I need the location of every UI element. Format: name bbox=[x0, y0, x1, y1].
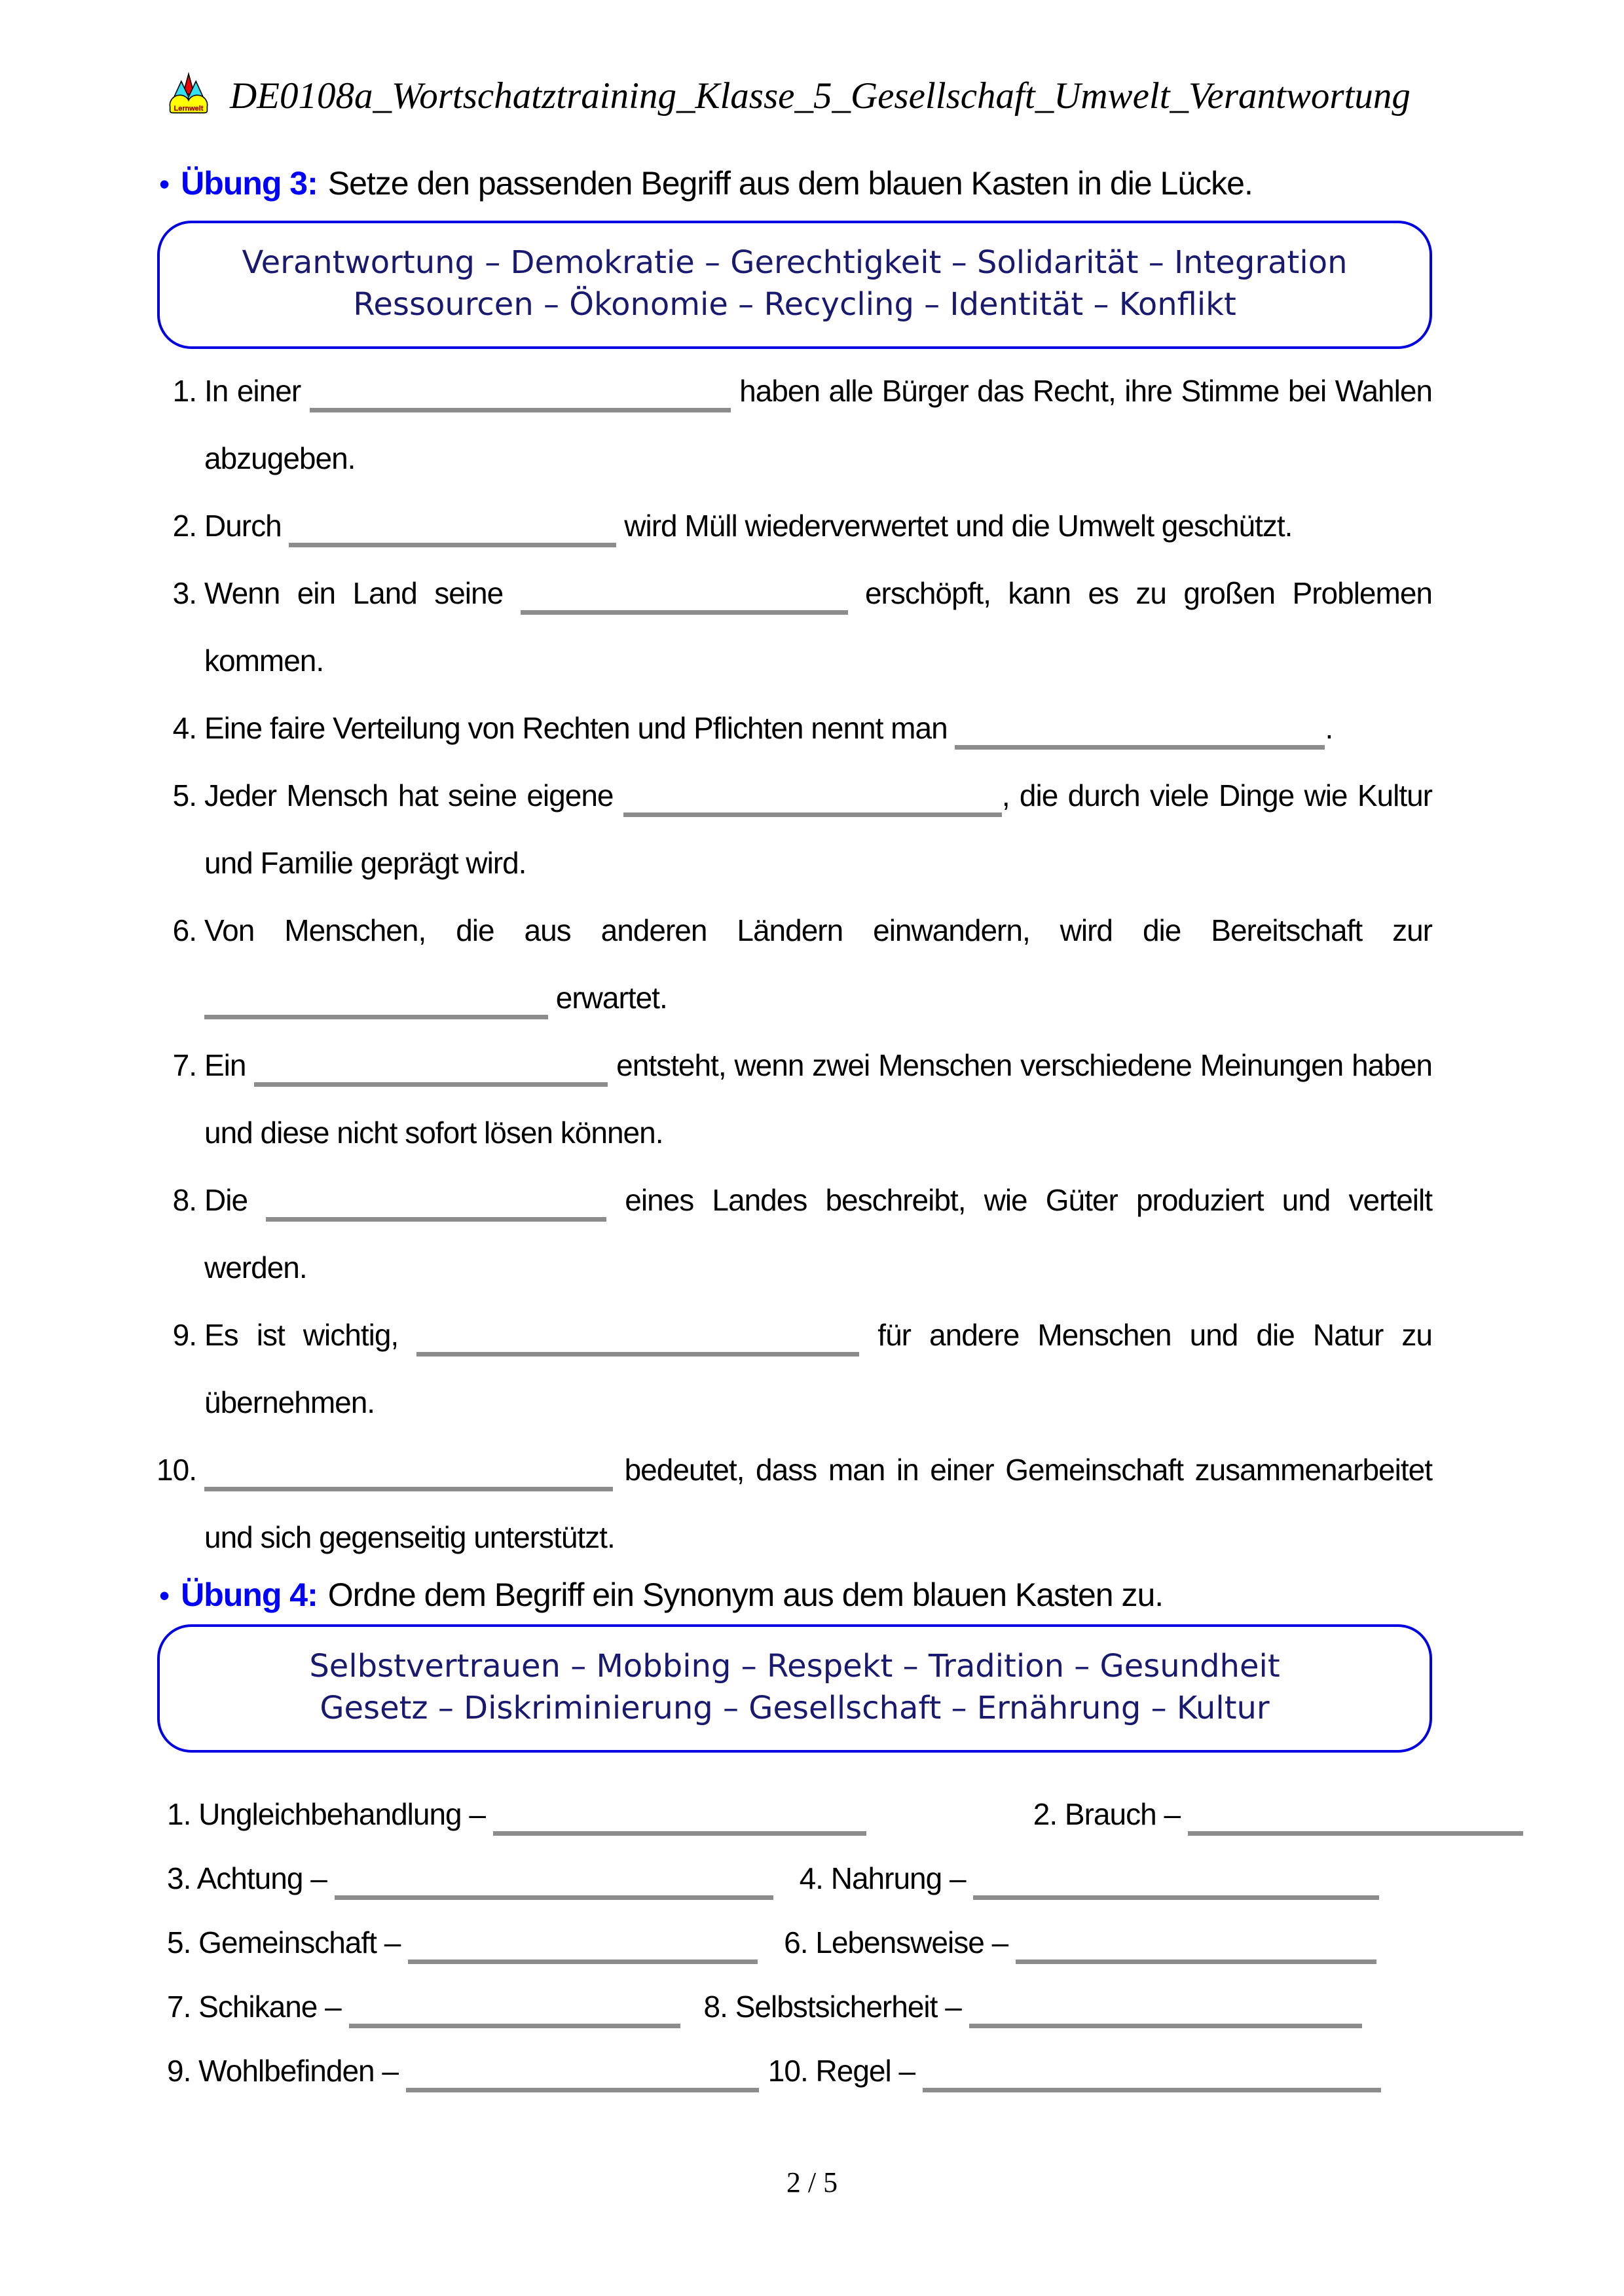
word-box-line: Gesetz – Diskriminierung – Gesellschaft – Ernährung – Kultur bbox=[320, 1690, 1270, 1726]
answer-blank[interactable] bbox=[955, 737, 1325, 750]
match-item bbox=[768, 2039, 1381, 2103]
fill-in-item: 9. Es ist wichtig, für andere Menschen und die Natur zu übernehmen. bbox=[167, 1302, 1432, 1436]
match-term: Gemeinschaft – bbox=[198, 1925, 401, 1959]
item-number: 4. bbox=[799, 1861, 823, 1895]
word-box-line: Ressourcen – Ökonomie – Recycling – Identität – Konflikt bbox=[353, 286, 1236, 323]
match-term: Lebensweise – bbox=[815, 1925, 1008, 1959]
fill-in-item: 10. bedeutet, dass man in einer Gemeinschaft zusammenarbeitet und sich gegenseitig unterstützt. bbox=[167, 1436, 1432, 1571]
match-row bbox=[167, 1975, 1470, 2039]
lernwelt-logo-icon bbox=[167, 71, 210, 121]
fill-in-item: 1. In einer haben alle Bürger das Recht, ihre Stimme bei Wahlen abzugeben. bbox=[167, 357, 1432, 492]
exercise4-label: Übung 4: bbox=[181, 1576, 318, 1613]
item-number: 1. bbox=[167, 1797, 191, 1831]
fill-in-item: 5. Jeder Mensch hat seine eigene , die durch viele Dinge wie Kultur und Familie geprägt wird. bbox=[167, 762, 1432, 897]
match-item bbox=[167, 1782, 866, 1846]
exercise3-instruction: Setze den passenden Begriff aus dem blauen Kasten in die Lücke. bbox=[327, 165, 1253, 202]
exercise4-match-list bbox=[167, 1782, 1470, 2103]
exercise3-item-list bbox=[157, 357, 1433, 1571]
item-number: 5. bbox=[172, 778, 196, 812]
item-number: 7. bbox=[167, 1990, 191, 2024]
item-number: 6. bbox=[784, 1925, 808, 1959]
match-item bbox=[704, 1975, 1362, 2039]
fill-in-item: 7. Ein entsteht, wenn zwei Menschen verschiedene Meinungen haben und diese nicht sofort lösen können. bbox=[167, 1032, 1432, 1167]
match-item bbox=[167, 1910, 758, 1975]
item-number: 10. bbox=[767, 2054, 808, 2088]
item-number: 9. bbox=[172, 1318, 196, 1352]
item-number: 8. bbox=[703, 1990, 728, 2024]
answer-blank[interactable] bbox=[266, 1209, 606, 1222]
match-row bbox=[167, 1782, 1470, 1846]
item-number: 2. bbox=[172, 509, 196, 543]
exercise3-label: Übung 3: bbox=[181, 165, 318, 202]
match-item bbox=[1033, 1782, 1523, 1846]
answer-blank[interactable] bbox=[204, 1479, 613, 1491]
answer-blank[interactable] bbox=[969, 2016, 1362, 2028]
logo-wordmark: Lernwelt bbox=[174, 105, 204, 113]
item-number: 9. bbox=[167, 2054, 191, 2088]
match-item bbox=[167, 1846, 773, 1910]
exercise4-word-box bbox=[157, 1624, 1432, 1753]
fill-in-item: 8. Die eines Landes beschreibt, wie Güter produziert und verteilt werden. bbox=[167, 1167, 1432, 1302]
exercise4-instruction: Ordne dem Begriff ein Synonym aus dem blauen Kasten zu. bbox=[327, 1576, 1164, 1613]
answer-blank[interactable] bbox=[335, 1887, 773, 1900]
fill-in-item: 6. Von Menschen, die aus anderen Ländern einwandern, wird die Bereitschaft zur erwartet. bbox=[167, 897, 1432, 1032]
item-number: 3. bbox=[167, 1861, 191, 1895]
fill-in-item: 2. Durch wird Müll wiederverwertet und die Umwelt geschützt. bbox=[167, 492, 1432, 560]
answer-blank[interactable] bbox=[973, 1887, 1379, 1900]
exercise3-word-box bbox=[157, 221, 1432, 349]
answer-blank[interactable] bbox=[1188, 1823, 1523, 1836]
answer-blank[interactable] bbox=[408, 1952, 758, 1964]
item-number: 6. bbox=[172, 913, 196, 947]
answer-blank[interactable] bbox=[204, 1007, 548, 1019]
answer-blank[interactable] bbox=[289, 535, 616, 547]
answer-blank[interactable] bbox=[416, 1344, 859, 1357]
item-number: 3. bbox=[172, 576, 196, 610]
answer-blank[interactable] bbox=[349, 2016, 680, 2028]
document-title: DE0108a_Wortschatztraining_Klasse_5_Gesellschaft_Umwelt_Verantwortung bbox=[230, 75, 1411, 117]
match-row bbox=[167, 2039, 1470, 2103]
item-number: 10. bbox=[157, 1453, 196, 1487]
page-number: 2 / 5 bbox=[786, 2166, 838, 2198]
match-row bbox=[167, 1846, 1470, 1910]
item-number: 8. bbox=[172, 1183, 196, 1217]
fill-in-item: 3. Wenn ein Land seine erschöpft, kann es zu großen Problemen kommen. bbox=[167, 560, 1432, 695]
answer-blank[interactable] bbox=[310, 400, 731, 412]
exercise3-heading bbox=[159, 164, 1253, 204]
answer-blank[interactable] bbox=[254, 1074, 608, 1087]
match-term: Brauch – bbox=[1064, 1797, 1181, 1831]
item-number: 1. bbox=[172, 374, 196, 408]
answer-blank[interactable] bbox=[923, 2080, 1381, 2092]
item-number: 7. bbox=[172, 1048, 196, 1082]
answer-blank[interactable] bbox=[623, 805, 1002, 817]
match-item bbox=[800, 1846, 1380, 1910]
bullet-icon: • bbox=[159, 1578, 170, 1613]
match-term: Ungleichbehandlung – bbox=[198, 1797, 485, 1831]
page-header bbox=[167, 71, 1411, 121]
match-item bbox=[167, 2039, 759, 2103]
word-box-line: Selbstvertrauen – Mobbing – Respekt – Tradition – Gesundheit bbox=[309, 1648, 1280, 1685]
item-number: 4. bbox=[172, 711, 196, 745]
match-item bbox=[167, 1975, 680, 2039]
match-term: Achtung – bbox=[196, 1861, 327, 1895]
fill-in-item: 4. Eine faire Verteilung von Rechten und Pflichten nennt man . bbox=[167, 695, 1432, 762]
match-term: Wohlbefinden – bbox=[198, 2054, 398, 2088]
answer-blank[interactable] bbox=[406, 2080, 759, 2092]
match-term: Schikane – bbox=[198, 1990, 341, 2024]
match-term: Regel – bbox=[815, 2054, 915, 2088]
bullet-icon: • bbox=[159, 167, 170, 201]
match-item bbox=[784, 1910, 1376, 1975]
match-term: Nahrung – bbox=[830, 1861, 966, 1895]
item-number: 5. bbox=[167, 1925, 191, 1959]
word-box-line: Verantwortung – Demokratie – Gerechtigkeit – Solidarität – Integration bbox=[242, 244, 1348, 281]
match-term: Selbstsicherheit – bbox=[735, 1990, 961, 2024]
answer-blank[interactable] bbox=[1016, 1952, 1376, 1964]
item-number: 2. bbox=[1033, 1797, 1058, 1831]
match-row bbox=[167, 1910, 1470, 1975]
exercise4-heading bbox=[159, 1575, 1163, 1615]
answer-blank[interactable] bbox=[493, 1823, 866, 1836]
answer-blank[interactable] bbox=[521, 602, 848, 615]
